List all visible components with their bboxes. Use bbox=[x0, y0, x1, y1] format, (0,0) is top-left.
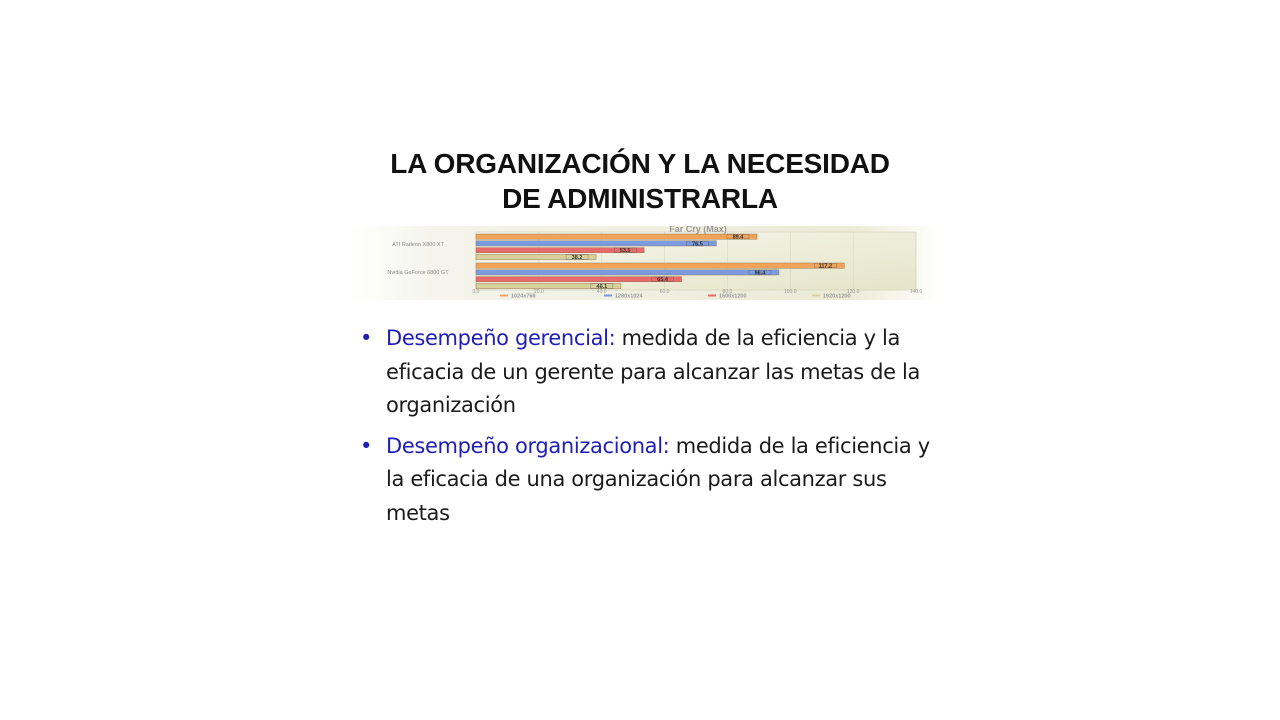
bullet-dot: • bbox=[360, 326, 373, 350]
slide-title bbox=[340, 146, 940, 216]
chart-image-svg bbox=[348, 226, 940, 300]
chart-legend-swatch bbox=[604, 295, 612, 297]
bullet-term: Desempeño gerencial: bbox=[386, 326, 616, 350]
slide-title-line-1: LA ORGANIZACIÓN Y LA NECESIDAD bbox=[390, 148, 890, 179]
chart-bar bbox=[476, 277, 682, 282]
chart-bar-label: 117.2 bbox=[818, 263, 833, 270]
bullet-term: Desempeño organizacional: bbox=[386, 433, 670, 458]
bullet-dot: • bbox=[360, 433, 373, 458]
chart-legend-label: 1024x768 bbox=[511, 293, 536, 300]
slide-title-line-2: DE ADMINISTRARLA bbox=[502, 183, 778, 214]
chart-legend-swatch bbox=[500, 295, 508, 297]
bullet-list bbox=[358, 322, 938, 537]
bullet-text: medida de la eficiencia y la eficacia de una organización para alcanzar sus metas bbox=[386, 433, 930, 525]
chart-x-tick-label: 80.0 bbox=[722, 289, 733, 295]
chart-legend-label: 1920x1200 bbox=[823, 293, 851, 300]
chart-bar bbox=[476, 270, 779, 275]
chart-bar-label: 46.1 bbox=[596, 284, 608, 290]
chart-x-tick-label: 140.0 bbox=[909, 289, 923, 295]
chart-group-label: ATI Radeon X800 XT bbox=[392, 242, 444, 248]
chart-group-label: Nvidia GeForce 6800 GT bbox=[387, 270, 449, 276]
chart-legend-label: 1280x1024 bbox=[615, 293, 643, 300]
bullet-item bbox=[358, 322, 938, 423]
chart-bar bbox=[476, 241, 716, 246]
chart-x-tick-label: 20.0 bbox=[533, 289, 544, 295]
chart-bar-label: 38.2 bbox=[571, 255, 583, 261]
chart-bar bbox=[476, 263, 844, 268]
chart-bar-label: 89.4 bbox=[732, 234, 744, 241]
chart-bar bbox=[476, 234, 757, 239]
chart-x-tick-label: 40.0 bbox=[596, 289, 607, 295]
chart-legend-swatch bbox=[708, 295, 716, 297]
bullet-item bbox=[358, 430, 938, 531]
chart-x-tick-label: 100.0 bbox=[784, 289, 797, 295]
chart-bar-label: 53.5 bbox=[619, 248, 631, 255]
chart-x-tick-label: 120.0 bbox=[846, 289, 860, 295]
chart-legend-swatch bbox=[812, 295, 820, 297]
chart-legend-label: 1600x1200 bbox=[719, 293, 747, 300]
chart-title: Far Cry (Max) bbox=[669, 226, 727, 234]
chart-x-tick-label: 60.0 bbox=[659, 289, 670, 295]
chart-bar-label: 65.4 bbox=[657, 277, 668, 284]
chart-bar-label: 76.5 bbox=[692, 241, 703, 248]
chart-bar-label: 96.4 bbox=[754, 270, 766, 277]
bullet-text: medida de la eficiencia y la eficacia de un gerente para alcanzar las metas de la organización bbox=[386, 326, 921, 417]
chart-x-tick-label: 0.0 bbox=[472, 289, 480, 295]
chart-image bbox=[348, 226, 940, 300]
